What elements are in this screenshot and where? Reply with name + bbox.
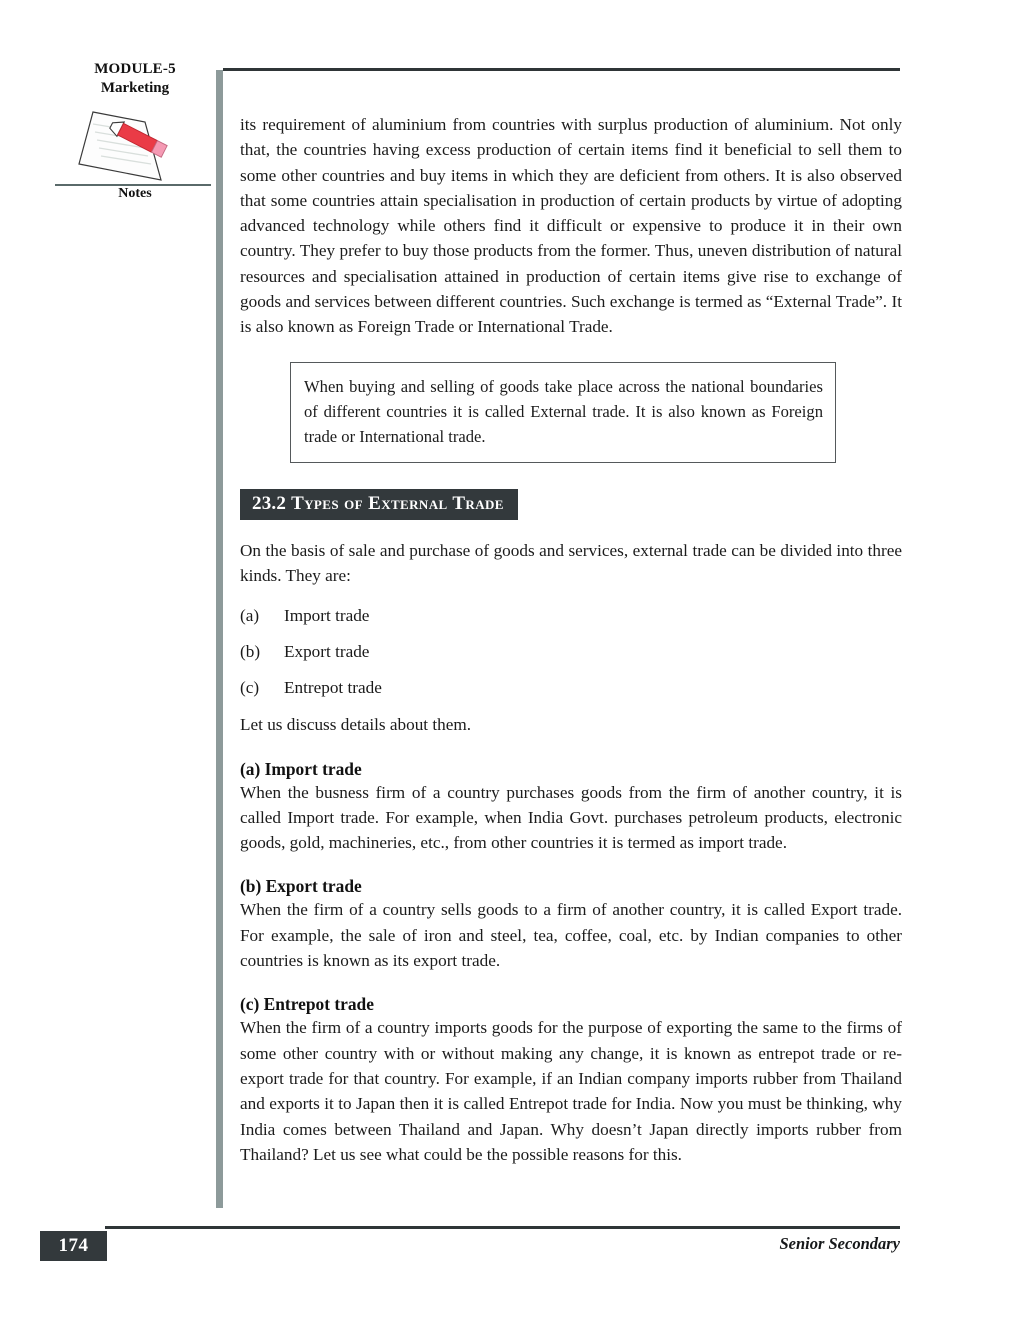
vertical-margin-bar: [216, 70, 223, 1208]
subsection-heading-entrepot: (c) Entrepot trade: [240, 994, 374, 1015]
subsection-paragraph-export: When the firm of a country sells goods to a firm of another country, it is called Export trade. For example, the sale of iron and steel, tea, coffee, coal, etc. by Indian companies to other countries is known as its export trade.: [240, 900, 902, 971]
notes-pencil-icon: [73, 104, 191, 186]
list-marker: (b): [240, 642, 261, 662]
list-item-label: Entrepot trade: [284, 678, 382, 698]
page-number-badge: 174: [40, 1231, 107, 1261]
main-content: [240, 112, 902, 1167]
subsection-heading-export: (b) Export trade: [240, 876, 362, 897]
list-item-label: Export trade: [284, 642, 370, 662]
footer-label: Senior Secondary: [779, 1234, 900, 1253]
notes-caption: Notes: [118, 186, 152, 201]
subsection-heading-import: (a) Import trade: [240, 758, 362, 779]
definition-box: [290, 362, 836, 463]
section-heading: [240, 489, 518, 520]
subsection-paragraph-import: When the busness firm of a country purchases goods from the firm of another country, it is called Import trade. For example, when India Govt. purchases petroleum products, electronic goods, gold, machineries, etc., from other countries it is termed as import trade.: [240, 782, 902, 853]
section-title: Types of External Trade: [291, 492, 504, 514]
definition-text: When buying and selling of goods take place across the national boundaries of different countries it is called External trade. It is also known as Foreign trade or International trade.: [304, 376, 823, 446]
list-item: [240, 676, 902, 700]
list-item-label: Import trade: [284, 606, 370, 626]
list-marker: (a): [240, 606, 260, 626]
intro-paragraph: its requirement of aluminium from countries with surplus production of aluminium. Not only that, the countries having excess production of certain items find it beneficial to sell them to some other countries and buy items in which they are deficient from others. It is also observed that some countries attain specialisation in production of certain products by virtue of adopting advanced technology while others find it difficult or expensive to produce it in their own country. They prefer to buy those products from the former. Thus, uneven distribution of natural resources and specialisation attained in production of certain items give rise to exchange of goods and services between different countries. Such exchange is termed as “External Trade”. It is also known as Foreign Trade or International Trade.: [240, 115, 902, 337]
section-intro-paragraph: On the basis of sale and purchase of goods and services, external trade can be divided into three kinds. They are:: [240, 540, 902, 585]
trade-types-list: [240, 604, 902, 700]
notes-icon-container: [55, 102, 215, 182]
list-item: [240, 604, 902, 628]
footer-rule: [105, 1226, 900, 1229]
after-list-paragraph: Let us discuss details about them.: [240, 715, 472, 735]
header-rule: [223, 68, 900, 71]
section-number: 23.2: [252, 492, 287, 514]
list-marker: (c): [240, 678, 260, 698]
module-subject: Marketing: [100, 80, 170, 96]
margin-module-block: [55, 60, 215, 182]
module-label: MODULE-5: [94, 61, 176, 77]
subsection-paragraph-entrepot: When the firm of a country imports goods for the purpose of exporting the same to the firms of some other country with or without making any change, it is known as entrepot trade or re-export trade for that country. For example, if an Indian company imports rubber from Thailand and exports it to Japan then it is called Entrepot trade for India. Now you must be thinking, why India comes between Thailand and Japan. Why doesn’t Japan directly imports rubber from Thailand? Let us see what could be the possible reasons for this.: [240, 1018, 902, 1164]
list-item: [240, 640, 902, 664]
